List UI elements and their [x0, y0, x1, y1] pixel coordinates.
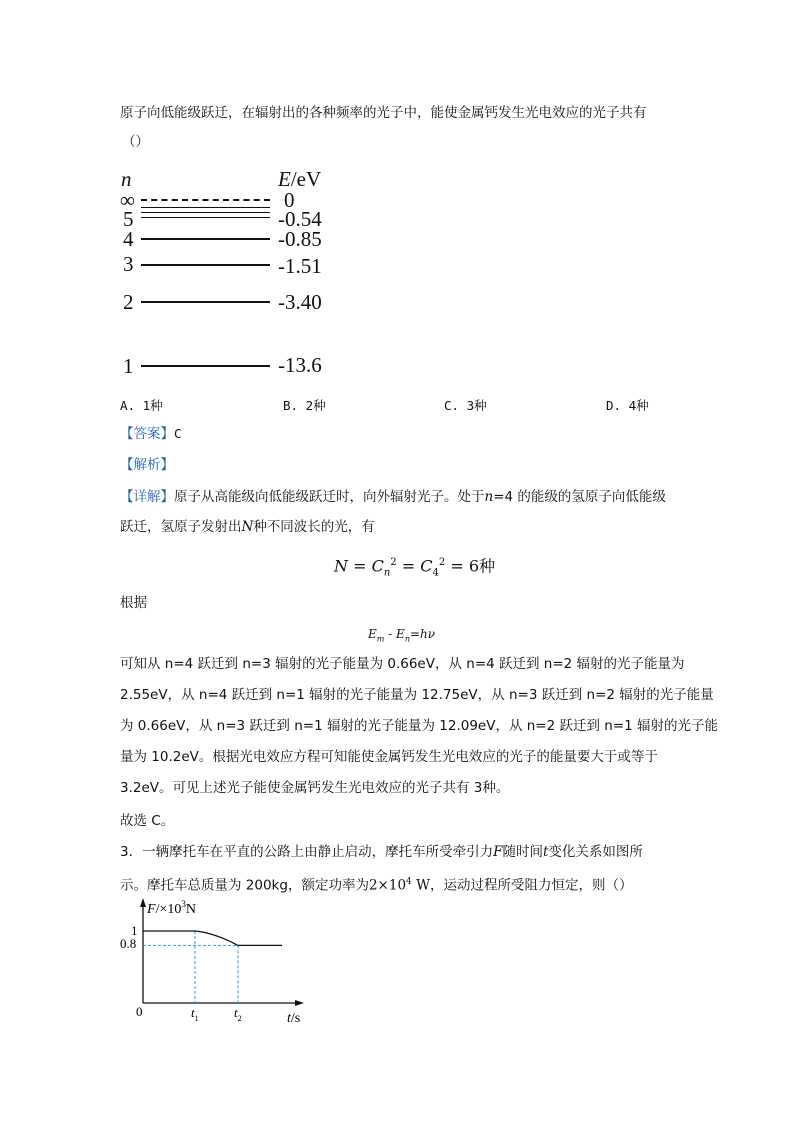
genju-text: 根据: [120, 595, 147, 611]
energy-axis-label: E/eV: [278, 167, 322, 191]
xtick-t2: $t_2$: [234, 1005, 242, 1023]
level-3-n: 3: [123, 252, 134, 276]
level-2-line: [141, 301, 270, 303]
y-axis-label: $F/\times 10^3N$: [147, 899, 196, 917]
xtick-t1: $t_1$: [191, 1005, 199, 1023]
question-stem-blank: （）: [122, 134, 149, 150]
level-2-n: 2: [123, 290, 134, 314]
analysis-tag: 【解析】: [120, 457, 174, 473]
detail-para-line5: 3.2eV。可见上述光子能使金属钙发生光电效应的光子共有 3种。: [120, 780, 510, 796]
q3-line1: 3．一辆摩托车在平直的公路上由静止启动，摩托车所受牵引力F随时间t变化关系如图所: [120, 844, 643, 860]
level-inf-n: ∞: [120, 188, 135, 212]
option-a: A. 1种: [120, 398, 163, 413]
level-2-energy: -3.40: [278, 290, 322, 314]
n-axis-label: n: [121, 167, 132, 191]
option-d: D. 4种: [606, 398, 649, 413]
level-3-line: [141, 264, 270, 266]
level-5-line: [141, 207, 270, 208]
force-time-chart: [110, 895, 320, 1030]
detail-line2: 跃迁，氢原子发射出N种不同波长的光，有: [120, 519, 375, 535]
level-3-energy: -1.51: [278, 254, 322, 278]
answer-line: [120, 425, 182, 443]
x-axis-arrow: [295, 1000, 304, 1006]
option-b: B. 2种: [283, 398, 326, 413]
combination-formula: $N = C_n^2 = C_4^2 = 6$种: [334, 556, 495, 579]
detail-para-line3: 为 0.66eV，从 n=3 跃迁到 n=1 辐射的光子能量为 12.09eV，从 n=2 跃迁到 n=1 辐射的光子能: [120, 718, 719, 734]
conclusion: 故选 C。: [120, 813, 175, 829]
question-stem-line1: 原子向低能级跃迁，在辐射出的各种频率的光子中，能使金属钙发生光电效应的光子共有: [120, 105, 647, 121]
origin-label: 0: [136, 1004, 143, 1019]
level-inf-line: [141, 199, 270, 201]
y-axis-arrow: [140, 898, 146, 907]
detail-para-line1: 可知从 n=4 跃迁到 n=3 辐射的光子能量为 0.66eV，从 n=4 跃迁到 n=2 辐射的光子能量为: [120, 656, 685, 672]
detail-para-line2: 2.55eV，从 n=4 跃迁到 n=1 辐射的光子能量为 12.75eV，从 n=3 跃迁到 n=2 辐射的光子能量: [120, 687, 714, 703]
option-c: C. 3种: [444, 398, 487, 413]
level-1-n: 1: [123, 354, 134, 378]
answer-tag: 【答案】: [120, 426, 174, 442]
level-inf-energy: 0: [284, 188, 295, 212]
level-4-energy: -0.85: [278, 227, 322, 251]
photon-energy-formula: $E_m - E_n=h\nu$: [368, 627, 436, 644]
level-5-upper-line: [141, 212, 270, 213]
answer-value: C: [174, 426, 182, 441]
level-1-energy: -13.6: [278, 353, 322, 377]
ytick-1: 1: [131, 923, 138, 938]
level-5-lower-line: [141, 217, 270, 218]
level-5-energy: -0.54: [278, 207, 322, 231]
level-4-line: [141, 238, 270, 240]
ytick-0.8: 0.8: [120, 936, 137, 951]
force-curve: [143, 931, 282, 945]
level-5-n: 5: [123, 207, 134, 231]
level-1-line: [141, 365, 270, 367]
detail-line1: 【详解】原子从高能级向低能级跃迁时，向外辐射光子。处于n=4 的能级的氢原子向低能级: [120, 489, 666, 505]
x-axis-label: t/s: [287, 1011, 301, 1026]
q3-line2: 示。摩托车总质量为 200kg，额定功率为$2\times 10^4$ W，运动过程所受阻力恒定，则（）: [120, 877, 633, 894]
level-4-n: 4: [123, 227, 134, 251]
detail-para-line4: 量为 10.2eV。根据光电效应方程可知能使金属钙发生光电效应的光子的能量要大于或等于: [120, 749, 658, 765]
energy-level-diagram: [110, 165, 350, 380]
detail-tag: 【详解】: [120, 489, 174, 505]
